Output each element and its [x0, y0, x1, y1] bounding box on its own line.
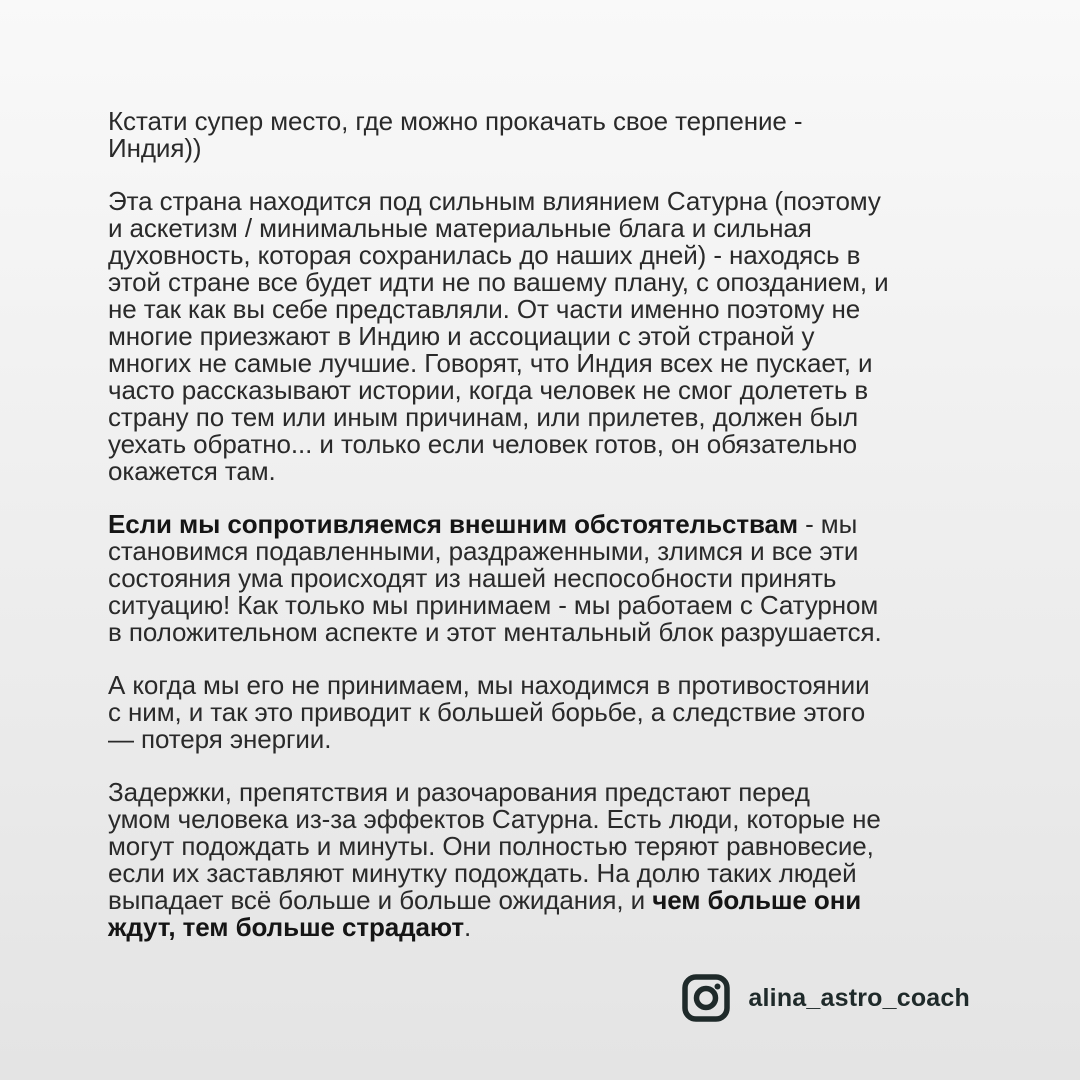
- emphasis-text: Если мы сопротивляемся внешним обстоятельствам: [108, 509, 798, 539]
- post-text: [108, 108, 988, 967]
- paragraph-delays: [108, 779, 988, 941]
- paragraph-india-patience: [108, 108, 988, 162]
- emphasis-text: чем больше они ждут, тем больше страдают: [108, 885, 862, 942]
- paragraph-opposition: [108, 672, 988, 753]
- instagram-icon: [682, 974, 730, 1022]
- body-text: Кстати супер место, где можно прокачать свое терпение - Индия)): [108, 106, 803, 163]
- body-text: - мы становимся подавленными, раздраженными, злимся и все эти состояния ума происходят из нашей неспособности принять ситуацию! Как только мы принимаем - мы работаем с Сатурном в положительном аспекте и этот ментальный блок разрушается.: [108, 509, 882, 647]
- instagram-handle-row[interactable]: [682, 974, 970, 1022]
- body-text: Эта страна находится под сильным влиянием Сатурна (поэтому и аскетизм / минимальные материальные блага и сильная духовность, которая сохранилась до наших дней) - находясь в этой стране все будет идти не по вашему плану, с опозданием, и не так как вы себе представляли. От части именно поэтому не многие приезжают в Индию и ассоциации с этой страной у многих не самые лучшие. Говорят, что Индия всех не пускает, и часто рассказывают истории, когда человек не смог долететь в страну по тем или иным причинам, или прилетев, должен был уехать обратно... и только если человек готов, он обязательно окажется там.: [108, 186, 889, 486]
- body-text: .: [464, 912, 472, 942]
- body-text: Задержки, препятствия и разочарования предстают перед умом человека из-за эффектов Сатурна. Есть люди, которые не могут подождать и минуты. Они полностью теряют равновесие, если их заставляют минутку подождать. На долю таких людей выпадает всё больше и больше ожидания, и: [108, 777, 881, 915]
- instagram-handle[interactable]: alina_astro_coach: [748, 983, 970, 1012]
- paragraph-saturn-influence: [108, 188, 988, 485]
- body-text: А когда мы его не принимаем, мы находимся в противостоянии с ним, и так это приводит к большей борьбе, а следствие этого — потеря энергии.: [108, 670, 870, 754]
- paragraph-resistance: [108, 511, 988, 646]
